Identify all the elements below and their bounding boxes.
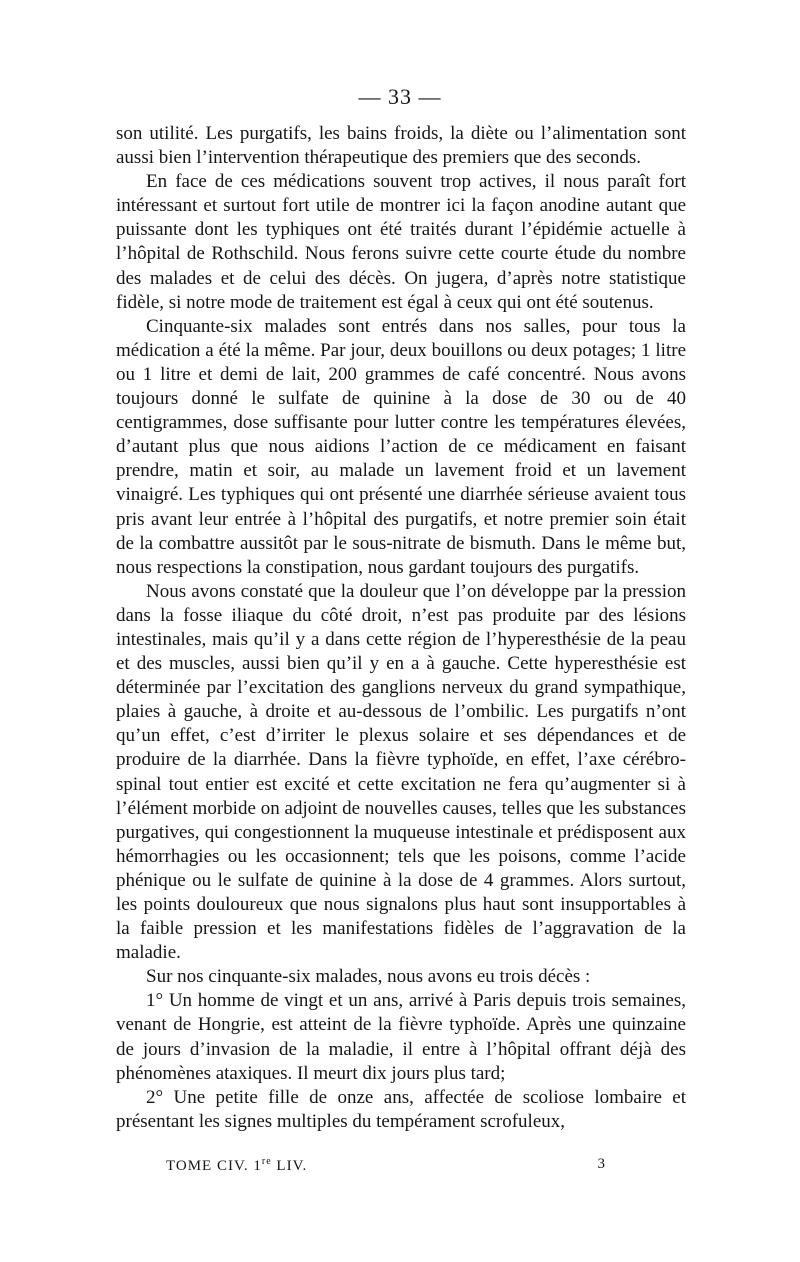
signature-text: TOME CIV. 1 bbox=[166, 1158, 262, 1174]
paragraph: 2° Une petite fille de onze ans, affectée de scoliose lombaire et présentant les signes multiples du tempérament scrofuleux, bbox=[116, 1086, 686, 1132]
body-text bbox=[116, 122, 686, 1134]
paragraph: Nous avons constaté que la douleur que l’on développe par la pression dans la fosse iliaque du côté droit, n’est pas produite par des lésions intestinales, mais qu’il y a dans cette région de l’hyperesthésie de la peau et des muscles, aussi bien qu’il y en a à gauche. Cette hyperesthésie est déterminée par l’excitation des ganglions nerveux du grand sympathique, plaies à gauche, à droite et au-dessous de l’ombilic. Les purgatifs n’ont qu’un effet, c’est d’irriter le plexus solaire et ses dépendances et de produire de la diarrhée. Dans la fièvre typhoïde, en effet, l’axe cérébro-spinal tout entier est excité et cette excitation ne fera qu’augmenter si à l’élément morbide on adjoint de nouvelles causes, telles que les substances purgatives, qui congestionnent la muqueuse intestinale et prédisposent aux hémorrhagies ou les occasionnent; tels que les poisons, comme l’acide phénique ou le sulfate de quinine à la dose de 4 grammes. Alors surtout, les points douloureux que nous signalons plus haut sont insupportables à la faible pression et les manifestations fidèles de l’aggravation de la maladie. bbox=[116, 580, 686, 964]
paragraph: En face de ces médications souvent trop actives, il nous paraît fort intéressant et surtout fort utile de montrer ici la façon anodine autant que puissante dont les typhiques ont été traités durant l’épidémie actuelle à l’hôpital de Rothschild. Nous ferons suivre cette courte étude du nombre des malades et de celui des décès. On jugera, d’après notre statistique fidèle, si notre mode de traitement est égal à ceux qui ont été soutenus. bbox=[116, 171, 686, 313]
paragraph: 1° Un homme de vingt et un ans, arrivé à Paris depuis trois semaines, venant de Hongrie, est atteint de la fièvre typhoïde. Après une quinzaine de jours d’invasion de la maladie, il entre à l’hôpital offrant déjà des phénomènes ataxiques. Il meurt dix jours plus tard; bbox=[116, 990, 686, 1084]
paragraph: son utilité. Les purgatifs, les bains froids, la diète ou l’alimentation sont aussi bien l’intervention thérapeutique des premiers que des seconds. bbox=[116, 123, 686, 169]
signature-text-end: LIV. bbox=[271, 1158, 308, 1174]
signature-mark bbox=[166, 1156, 307, 1175]
paragraph: Cinquante-six malades sont entrés dans nos salles, pour tous la médication a été la même. Par jour, deux bouillons ou deux potages; 1 litre ou 1 litre et demi de lait, 200 grammes de café concentré. Nous avons toujours donné le sulfate de quinine à la dose de 30 ou de 40 centigrammes, dose suffisante pour lutter contre les températures élevées, d’autant plus que nous aidions l’action de ce médicament en faisant prendre, matin et soir, au malade un lavement froid et un lavement vinaigré. Les typhiques qui ont présenté une diarrhée sérieuse avaient tous pris avant leur entrée à l’hôpital des purgatifs, et notre premier soin était de la combattre aussitôt par le sous-nitrate de bismuth. Dans le même but, nous respections la constipation, nous gardant toujours des purgatifs. bbox=[116, 315, 686, 578]
paragraph: Sur nos cinquante-six malades, nous avons eu trois décès : bbox=[146, 966, 591, 988]
folio-number: 3 bbox=[597, 1156, 606, 1172]
page-number: — 33 — bbox=[358, 84, 442, 109]
signature-superscript: re bbox=[261, 1156, 272, 1167]
